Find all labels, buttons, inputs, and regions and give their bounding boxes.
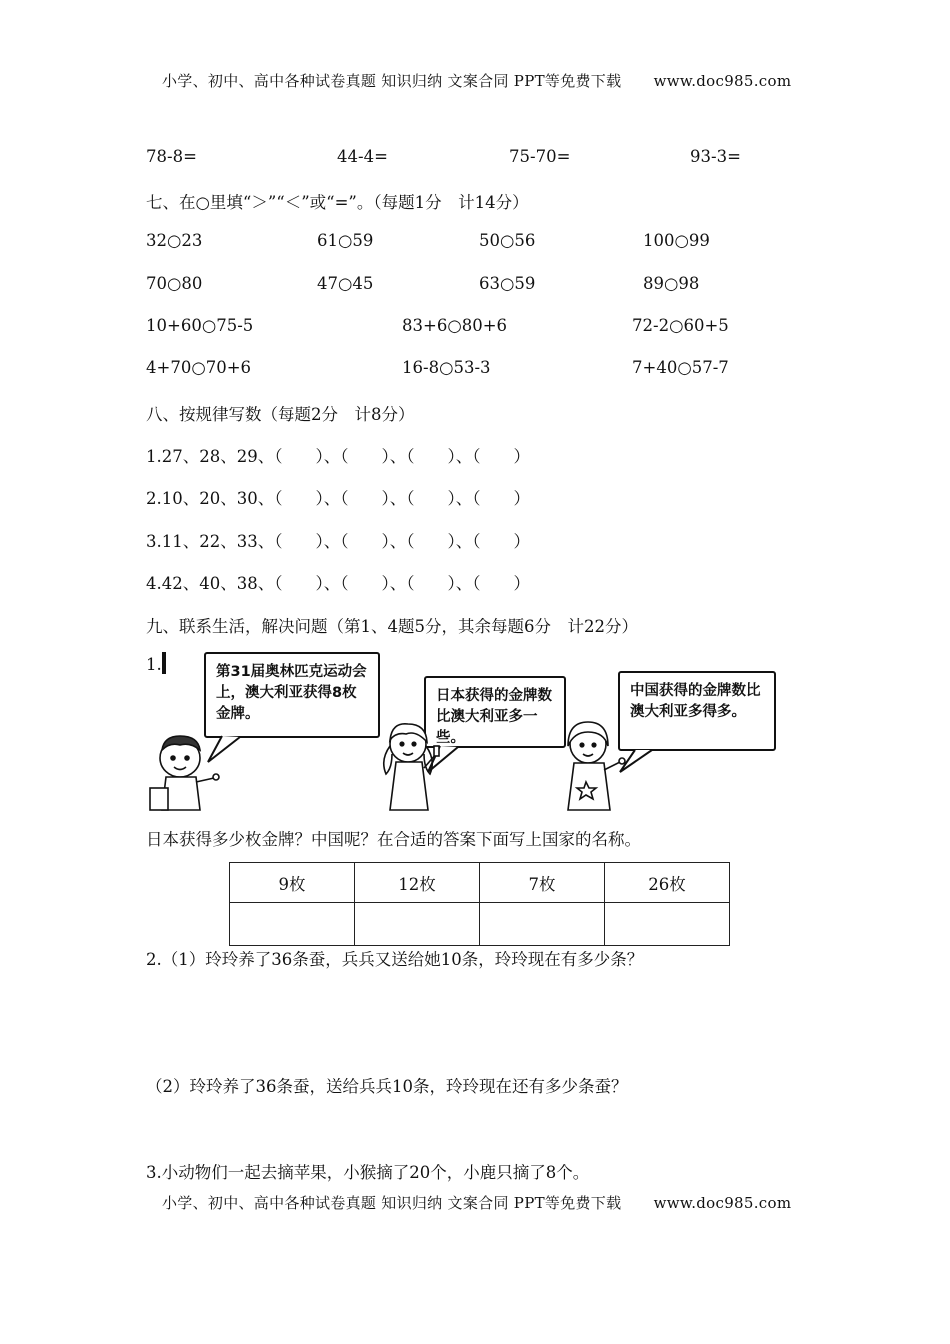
sequence-item-1: 1.27、28、29、（ ）、（ ）、（ ）、（ ） [146, 447, 530, 466]
sequence-item-4: 4.42、40、38、（ ）、（ ）、（ ）、（ ） [146, 574, 530, 593]
calc-item-3: 75-70= [509, 147, 571, 166]
sequence-item-3: 3.11、22、33、（ ）、（ ）、（ ）、（ ） [146, 532, 530, 551]
girl2-figure [568, 722, 625, 810]
compare-item: 89○98 [643, 274, 700, 293]
section8-title: 八、按规律写数（每题2分 计8分） [146, 405, 415, 424]
speech-bubble-boy: 第31届奥林匹克运动会上，澳大利亚获得8枚金牌。 [204, 652, 380, 738]
page-footer [162, 1192, 791, 1213]
footer-url: www.doc985.com [653, 1194, 792, 1212]
table-header-cell: 7枚 [480, 863, 605, 903]
table-header-cell: 26枚 [605, 863, 730, 903]
speech-bubble-girl2: 中国获得的金牌数比澳大利亚多得多。 [618, 671, 776, 751]
compare-item: 10+60○75-5 [146, 316, 254, 335]
question1-text: 日本获得多少枚金牌？中国呢？在合适的答案下面写上国家的名称。 [146, 830, 641, 849]
question3-text: 3.小动物们一起去摘苹果，小猴摘了20个，小鹿只摘了8个。 [146, 1163, 590, 1182]
answer-table [229, 862, 730, 946]
compare-item: 70○80 [146, 274, 203, 293]
table-header-row [230, 863, 730, 903]
question2-part2: （2）玲玲养了36条蚕，送给兵兵10条，玲玲现在还有多少条蚕？ [146, 1077, 628, 1096]
compare-item: 100○99 [643, 231, 710, 250]
boy-figure [150, 736, 219, 810]
answer-cell[interactable] [480, 903, 605, 946]
compare-item: 63○59 [479, 274, 536, 293]
table-answer-row [230, 903, 730, 946]
bubble-tail-boy [208, 736, 240, 762]
speech-bubble-girl1: 日本获得的金牌数比澳大利亚多一些。 [424, 676, 566, 748]
section7-title: 七、在○里填“＞”“＜”或“=”。（每题1分 计14分） [146, 193, 529, 212]
sequence-item-2: 2.10、20、30、（ ）、（ ）、（ ）、（ ） [146, 489, 530, 508]
header-url: www.doc985.com [653, 72, 792, 90]
footer-text: 小学、初中、高中各种试卷真题 知识归纳 文案合同 PPT等免费下载 [162, 1194, 622, 1212]
illustration-children [140, 650, 800, 820]
compare-item: 7+40○57-7 [632, 358, 729, 377]
answer-cell[interactable] [355, 903, 480, 946]
table-header-cell: 12枚 [355, 863, 480, 903]
compare-item: 50○56 [479, 231, 536, 250]
answer-cell[interactable] [230, 903, 355, 946]
compare-item: 47○45 [317, 274, 374, 293]
section9-title: 九、联系生活，解决问题（第1、4题5分，其余每题6分 计22分） [146, 617, 638, 636]
answer-cell[interactable] [605, 903, 730, 946]
compare-item: 61○59 [317, 231, 374, 250]
compare-item: 4+70○70+6 [146, 358, 252, 377]
page-header [162, 70, 791, 91]
header-text: 小学、初中、高中各种试卷真题 知识归纳 文案合同 PPT等免费下载 [162, 72, 622, 90]
table-header-cell: 9枚 [230, 863, 355, 903]
calc-item-1: 78-8= [146, 147, 197, 166]
calc-item-2: 44-4= [337, 147, 388, 166]
question1-number: 1. [146, 655, 162, 674]
compare-item: 16-8○53-3 [402, 358, 491, 377]
compare-item: 72-2○60+5 [632, 316, 729, 335]
calc-item-4: 93-3= [690, 147, 741, 166]
compare-item: 83+6○80+6 [402, 316, 508, 335]
compare-item: 32○23 [146, 231, 203, 250]
question2-part1: 2.（1）玲玲养了36条蚕，兵兵又送给她10条，玲玲现在有多少条？ [146, 950, 644, 969]
